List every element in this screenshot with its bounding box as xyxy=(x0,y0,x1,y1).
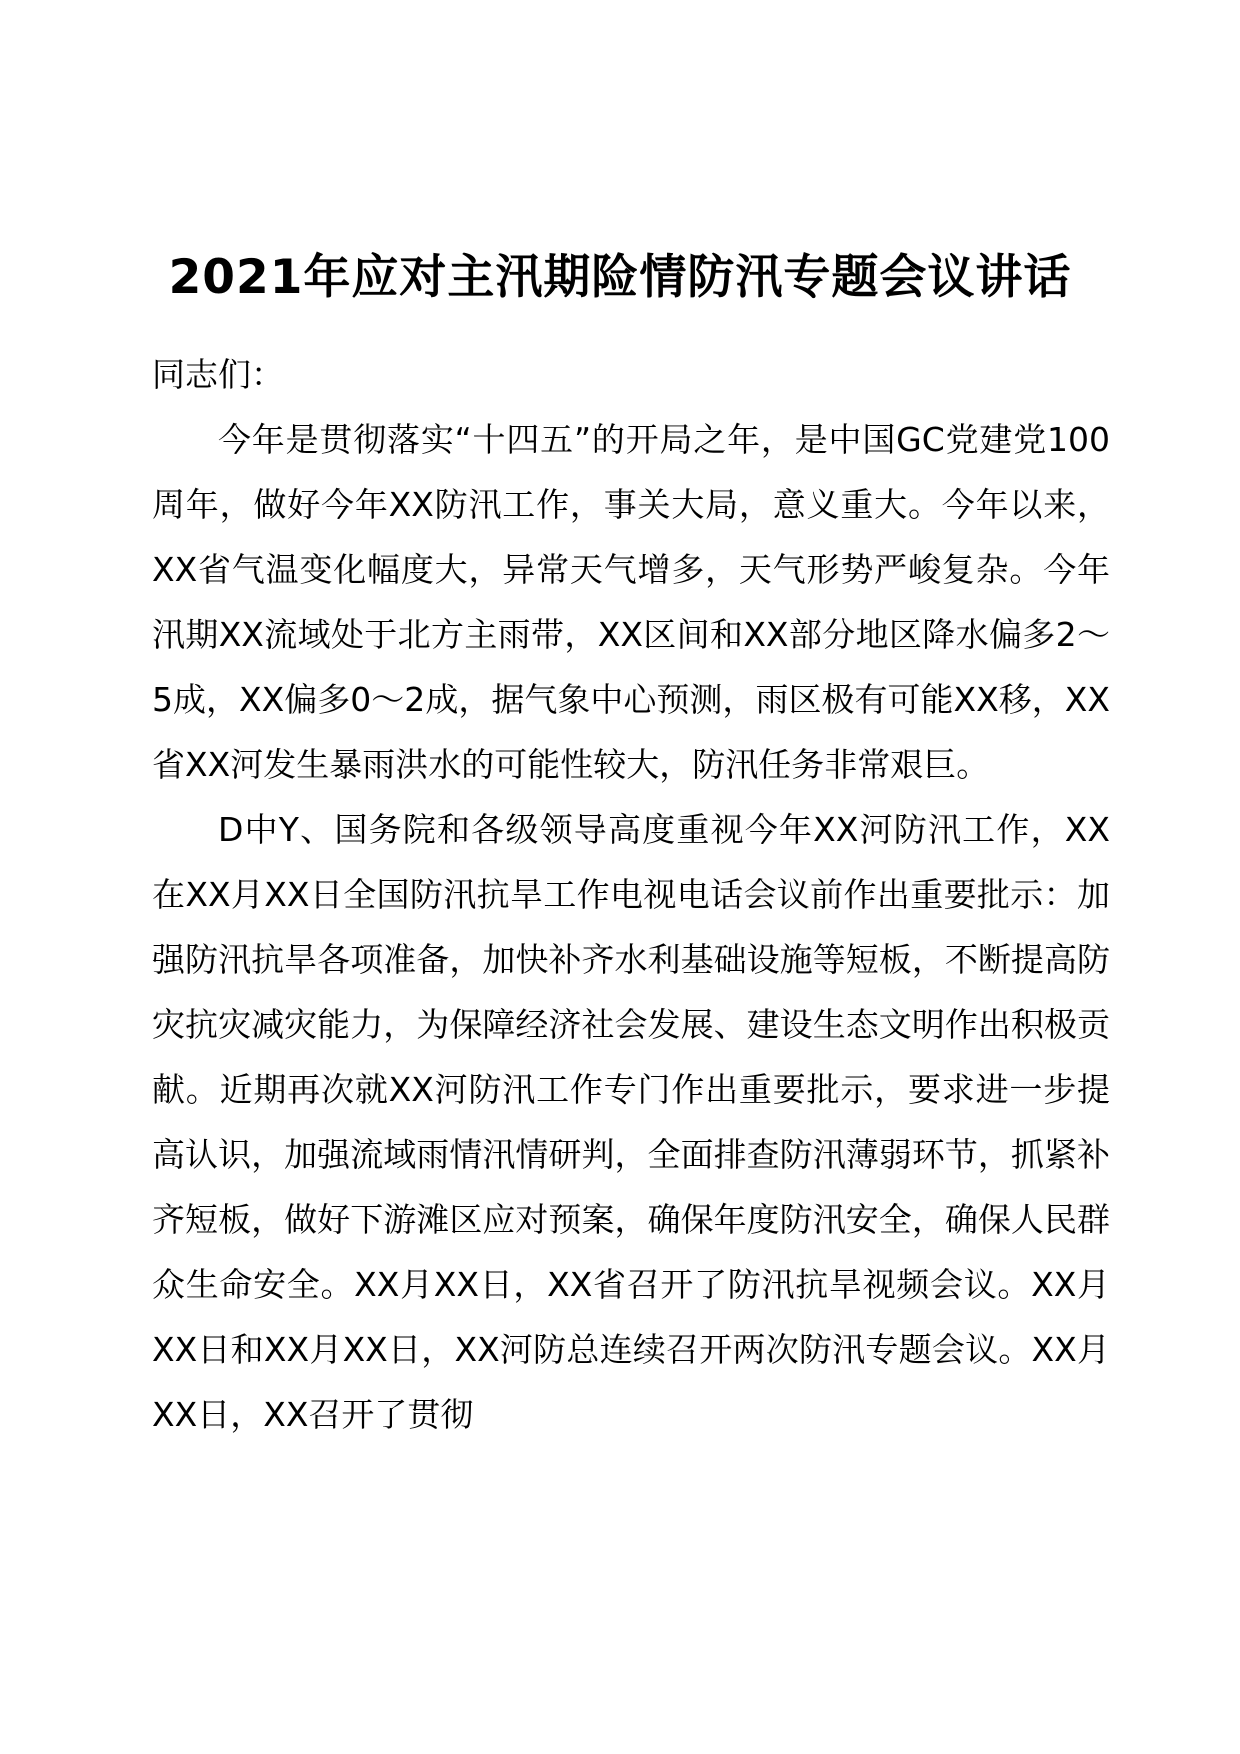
paragraph: 今年是贯彻落实“十四五”的开局之年，是中国GC党建党100周年，做好今年XX防汛工作，事关大局，意义重大。今年以来，XX省气温变化幅度大，异常天气增多，天气形势严峻复杂。今年汛期XX流域处于北方主雨带，XX区间和XX部分地区降水偏多2～5成，XX偏多0～2成，据气象中心预测，雨区极有可能XX移，XX省XX河发生暴雨洪水的可能性较大，防汛任务非常艰巨。 xyxy=(152,420,1110,784)
document-title: 2021年应对主汛期险情防汛专题会议讲话 xyxy=(168,250,1072,305)
paragraph: D中Y、国务院和各级领导高度重视今年XX河防汛工作，XX在XX月XX日全国防汛抗旱工作电视电话会议前作出重要批示：加强防汛抗旱各项准备，加快补齐水利基础设施等短板，不断提高防灾抗灾减灾能力，为保障经济社会发展、建设生态文明作出积极贡献。近期再次就XX河防汛工作专门作出重要批示，要求进一步提高认识，加强流域雨情汛情研判，全面排查防汛薄弱环节，抓紧补齐短板，做好下游滩区应对预案，确保年度防汛安全，确保人民群众生命安全。XX月XX日，XX省召开了防汛抗旱视频会议。XX月XX日和XX月XX日，XX河防总连续召开两次防汛专题会议。XX月XX日，XX召开了贯彻 xyxy=(152,810,1110,1434)
document-body xyxy=(152,342,1110,1447)
salutation: 同志们： xyxy=(152,355,284,394)
